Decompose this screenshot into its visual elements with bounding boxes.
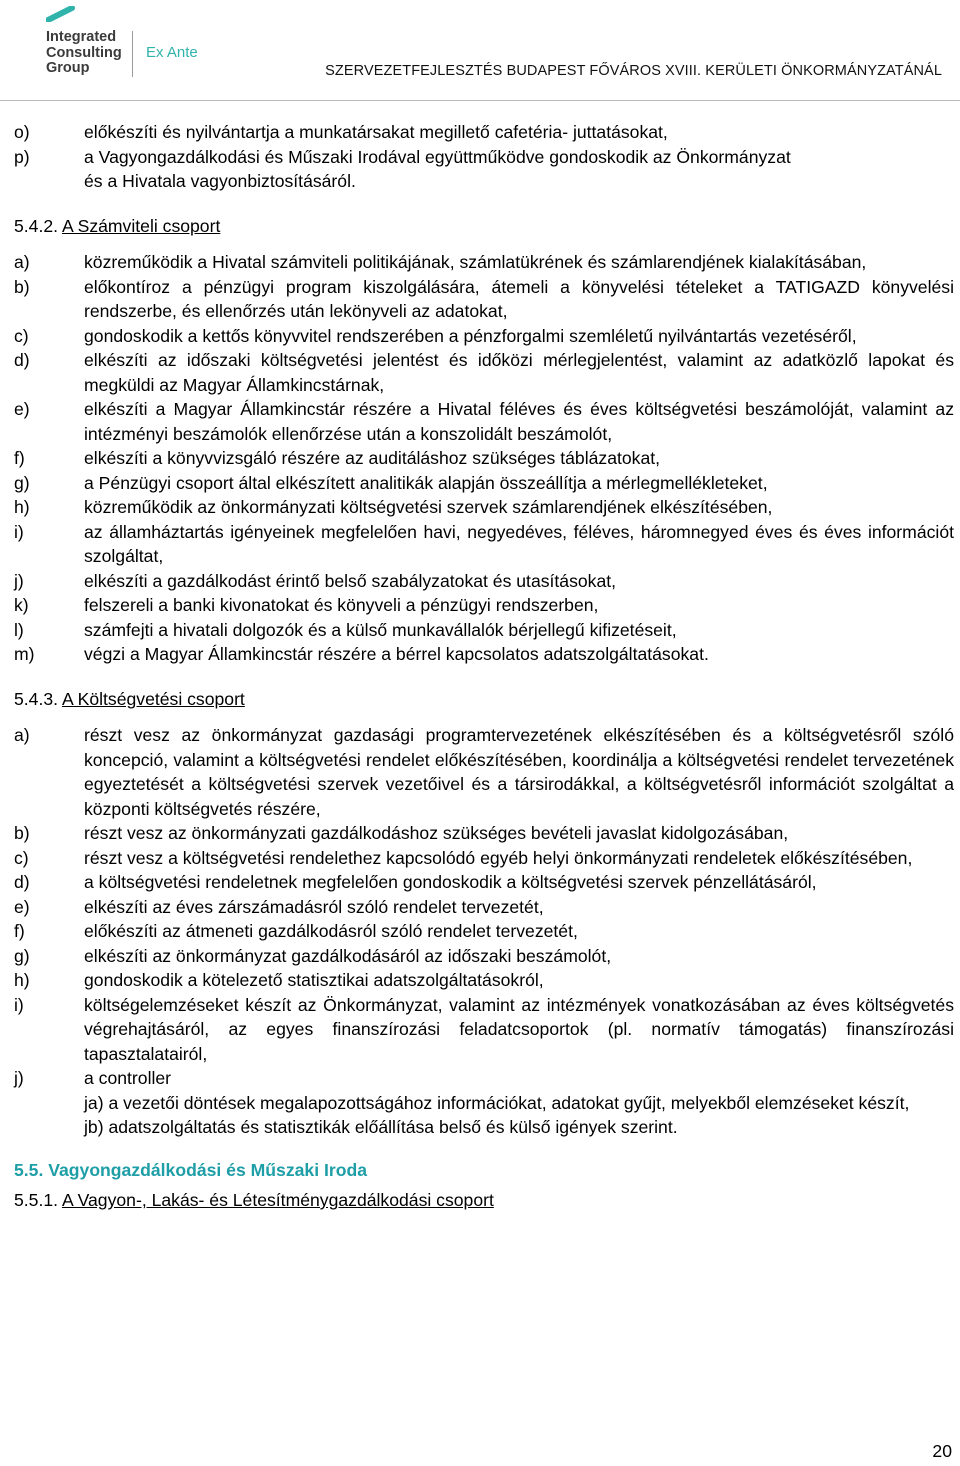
section-number: 5.4.3. xyxy=(14,688,62,709)
item-text: költségelemzéseket készít az Önkormányzat, valamint az intézmények vonatkozásában az éves költségvetés végrehajtásáról, az egyes finanszírozási feladatcsoportok (pl. normatív támogatás) finanszírozási tapasztalatairól, xyxy=(84,994,954,1064)
item-label: g) xyxy=(14,472,30,493)
item-text: a költségvetési rendeletnek megfelelően gondoskodik a költségvetési szervek pénzellátásáról, xyxy=(84,872,817,892)
item-label: a) xyxy=(14,252,30,272)
list-item xyxy=(14,618,954,643)
section-5-5-heading: 5.5. Vagyongazdálkodási és Műszaki Iroda xyxy=(14,1159,367,1180)
item-label: m) xyxy=(14,644,35,664)
logo-divider xyxy=(132,31,133,77)
logo-wordmark xyxy=(46,30,122,77)
logo-exante: Ex Ante xyxy=(146,44,198,61)
item-label: f) xyxy=(14,921,25,941)
item-text: elkészíti az időszaki költségvetési jelentést és időközi mérlegjelentést, valamint az adatközlő lapokat és megküldi az Magyar Államkincstárnak, xyxy=(84,350,954,395)
list-item xyxy=(14,250,954,275)
logo-line-3: Group xyxy=(46,60,90,76)
item-text: elkészíti az éves zárszámadásról szóló rendelet tervezetét, xyxy=(84,896,544,917)
item-label: c) xyxy=(14,325,29,346)
list-item xyxy=(14,324,954,349)
item-label: c) xyxy=(14,847,29,868)
item-text: részt vesz az önkormányzat gazdasági programtervezetének elkészítésében és a költségvetésről szóló koncepció, valamint a költségvetési rendelet előkészítésében, koordinálja a költségvetési rendelet tervezetének egyeztetését a költségvetési szervek vezetőivel és a társirodákkal, a költségvetésről információt szolgáltat a központi költségvetés részére, xyxy=(84,725,954,819)
item-text: elkészíti az önkormányzat gazdálkodásáról az időszaki beszámolót, xyxy=(84,945,612,966)
item-text: előkészíti és nyilvántartja a munkatársakat megillető cafetéria- juttatásokat, xyxy=(84,122,668,142)
item-label: p) xyxy=(14,146,30,167)
section-title: A Számviteli csoport xyxy=(61,215,221,236)
sub-item-ja: ja) a vezetői döntések megalapozottságához információkat, adatokat gyűjt, melyekből elemzéseket készít, xyxy=(84,1092,910,1113)
list-item xyxy=(14,520,954,569)
section-number: 5.5.1. xyxy=(14,1190,62,1210)
list-item xyxy=(14,593,954,618)
item-label: k) xyxy=(14,595,29,615)
list-item xyxy=(14,642,954,667)
item-label: d) xyxy=(14,872,30,892)
list-item xyxy=(14,120,954,145)
list-item xyxy=(14,821,954,846)
item-text: számfejti a hivatali dolgozók és a külső munkavállalók bérjellegű kifizetéseit, xyxy=(84,619,677,640)
item-label: f) xyxy=(14,448,25,468)
item-label: o) xyxy=(14,122,30,142)
top-continuation: és a Hivatala vagyonbiztosításáról. xyxy=(84,171,356,191)
section-5-5-1-heading xyxy=(14,1188,954,1213)
item-text: előkontíroz a pénzügyi program kiszolgálására, átemeli a könyvelési tételeket a TATIGAZD könyvelési rendszerbe, és ellenőrzés után lekönyveli az adatokat, xyxy=(84,276,954,321)
item-text: előkészíti az átmeneti gazdálkodásról szóló rendelet tervezetét, xyxy=(84,921,578,941)
list-item xyxy=(14,870,954,895)
item-label: d) xyxy=(14,350,30,370)
item-text: gondoskodik a kettős könyvvitel rendszerében a pénzforgalmi szemléletű nyilvántartás vezetéséről, xyxy=(84,325,857,346)
list-item xyxy=(14,944,954,969)
item-label: i) xyxy=(14,521,24,542)
item-label: h) xyxy=(14,497,30,517)
document-body xyxy=(14,120,954,1213)
item-label: e) xyxy=(14,399,30,419)
item-label: j) xyxy=(14,1068,24,1088)
item-text: a Vagyongazdálkodási és Műszaki Irodával együttműködve gondoskodik az Önkormányzat xyxy=(84,146,791,167)
logo-line-2: Consulting xyxy=(46,44,122,61)
item-text: elkészíti a Magyar Államkincstár részére a Hivatal féléves és éves költségvetési beszámolóját, valamint az intézményi beszámolók ellenőrzése után a konszolidált beszámolót, xyxy=(84,399,954,444)
item-text: végzi a Magyar Államkincstár részére a bérrel kapcsolatos adatszolgáltatásokat. xyxy=(84,644,709,664)
item-text: közreműködik az önkormányzati költségvetési szervek számlarendjének elkészítésében, xyxy=(84,497,773,517)
item-label: b) xyxy=(14,276,30,297)
list-item xyxy=(14,895,954,920)
item-label: g) xyxy=(14,945,30,966)
item-text: a controller xyxy=(84,1068,172,1088)
section-5-4-3-list xyxy=(14,723,954,1091)
page-number: 20 xyxy=(932,1441,952,1461)
section-5-4-3-heading xyxy=(14,687,954,712)
item-text: a Pénzügyi csoport által elkészített analitikák alapján összeállítja a mérlegmellékleteket, xyxy=(84,472,768,493)
section-5-4-2-list xyxy=(14,250,954,667)
item-label: j) xyxy=(14,570,24,591)
list-item xyxy=(14,993,954,1067)
item-label: l) xyxy=(14,619,24,640)
list-item xyxy=(14,1066,954,1091)
section-number: 5.4.2. xyxy=(14,215,62,236)
list-item xyxy=(14,919,954,944)
item-text: részt vesz az önkormányzati gazdálkodáshoz szükséges bevételi javaslat kidolgozásában, xyxy=(84,823,789,843)
sub-item-jb: jb) adatszolgáltatás és statisztikák előállítása belső és külső igények szerint. xyxy=(84,1117,678,1137)
item-text: elkészíti a könyvvizsgáló részére az auditáláshoz szükséges táblázatokat, xyxy=(84,448,661,468)
section-5-4-2-heading xyxy=(14,214,954,239)
item-text: gondoskodik a kötelezető statisztikai adatszolgáltatásokról, xyxy=(84,970,544,990)
list-item xyxy=(14,495,954,520)
item-text: felszereli a banki kivonatokat és könyveli a pénzügyi rendszerben, xyxy=(84,595,599,615)
list-item xyxy=(14,397,954,446)
list-item xyxy=(14,348,954,397)
item-label: b) xyxy=(14,823,30,843)
logo-line-1: Integrated xyxy=(46,29,117,45)
top-list xyxy=(14,120,954,169)
item-text: közreműködik a Hivatal számviteli politikájának, számlatükrének és számlarendjének kialakításában, xyxy=(84,252,867,272)
list-item xyxy=(14,723,954,821)
list-item xyxy=(14,471,954,496)
item-label: e) xyxy=(14,896,30,917)
list-item xyxy=(14,275,954,324)
list-item xyxy=(14,569,954,594)
section-title: A Költségvetési csoport xyxy=(61,688,245,709)
item-label: h) xyxy=(14,970,30,990)
list-item xyxy=(14,846,954,871)
list-item xyxy=(14,145,954,170)
header-rule xyxy=(0,100,960,101)
header-title: SZERVEZETFEJLESZTÉS BUDAPEST FŐVÁROS XVIII. KERÜLETI ÖNKORMÁNYZATÁNÁL xyxy=(325,63,942,79)
item-text: részt vesz a költségvetési rendelethez kapcsolódó egyéb helyi önkormányzati rendeletek előkészítésében, xyxy=(84,847,913,868)
logo-swoosh-icon xyxy=(46,6,76,22)
item-label: a) xyxy=(14,725,30,745)
item-label: i) xyxy=(14,994,24,1015)
list-item xyxy=(14,446,954,471)
section-title: A Vagyon-, Lakás- és Létesítménygazdálkodási csoport xyxy=(61,1190,494,1210)
list-item xyxy=(14,968,954,993)
page-header xyxy=(0,0,960,100)
item-text: elkészíti a gazdálkodást érintő belső szabályzatokat és utasításokat, xyxy=(84,570,617,591)
item-text: az államháztartás igényeinek megfelelően havi, negyedéves, féléves, háromnegyed éves és éves információt szolgáltat, xyxy=(84,521,954,566)
